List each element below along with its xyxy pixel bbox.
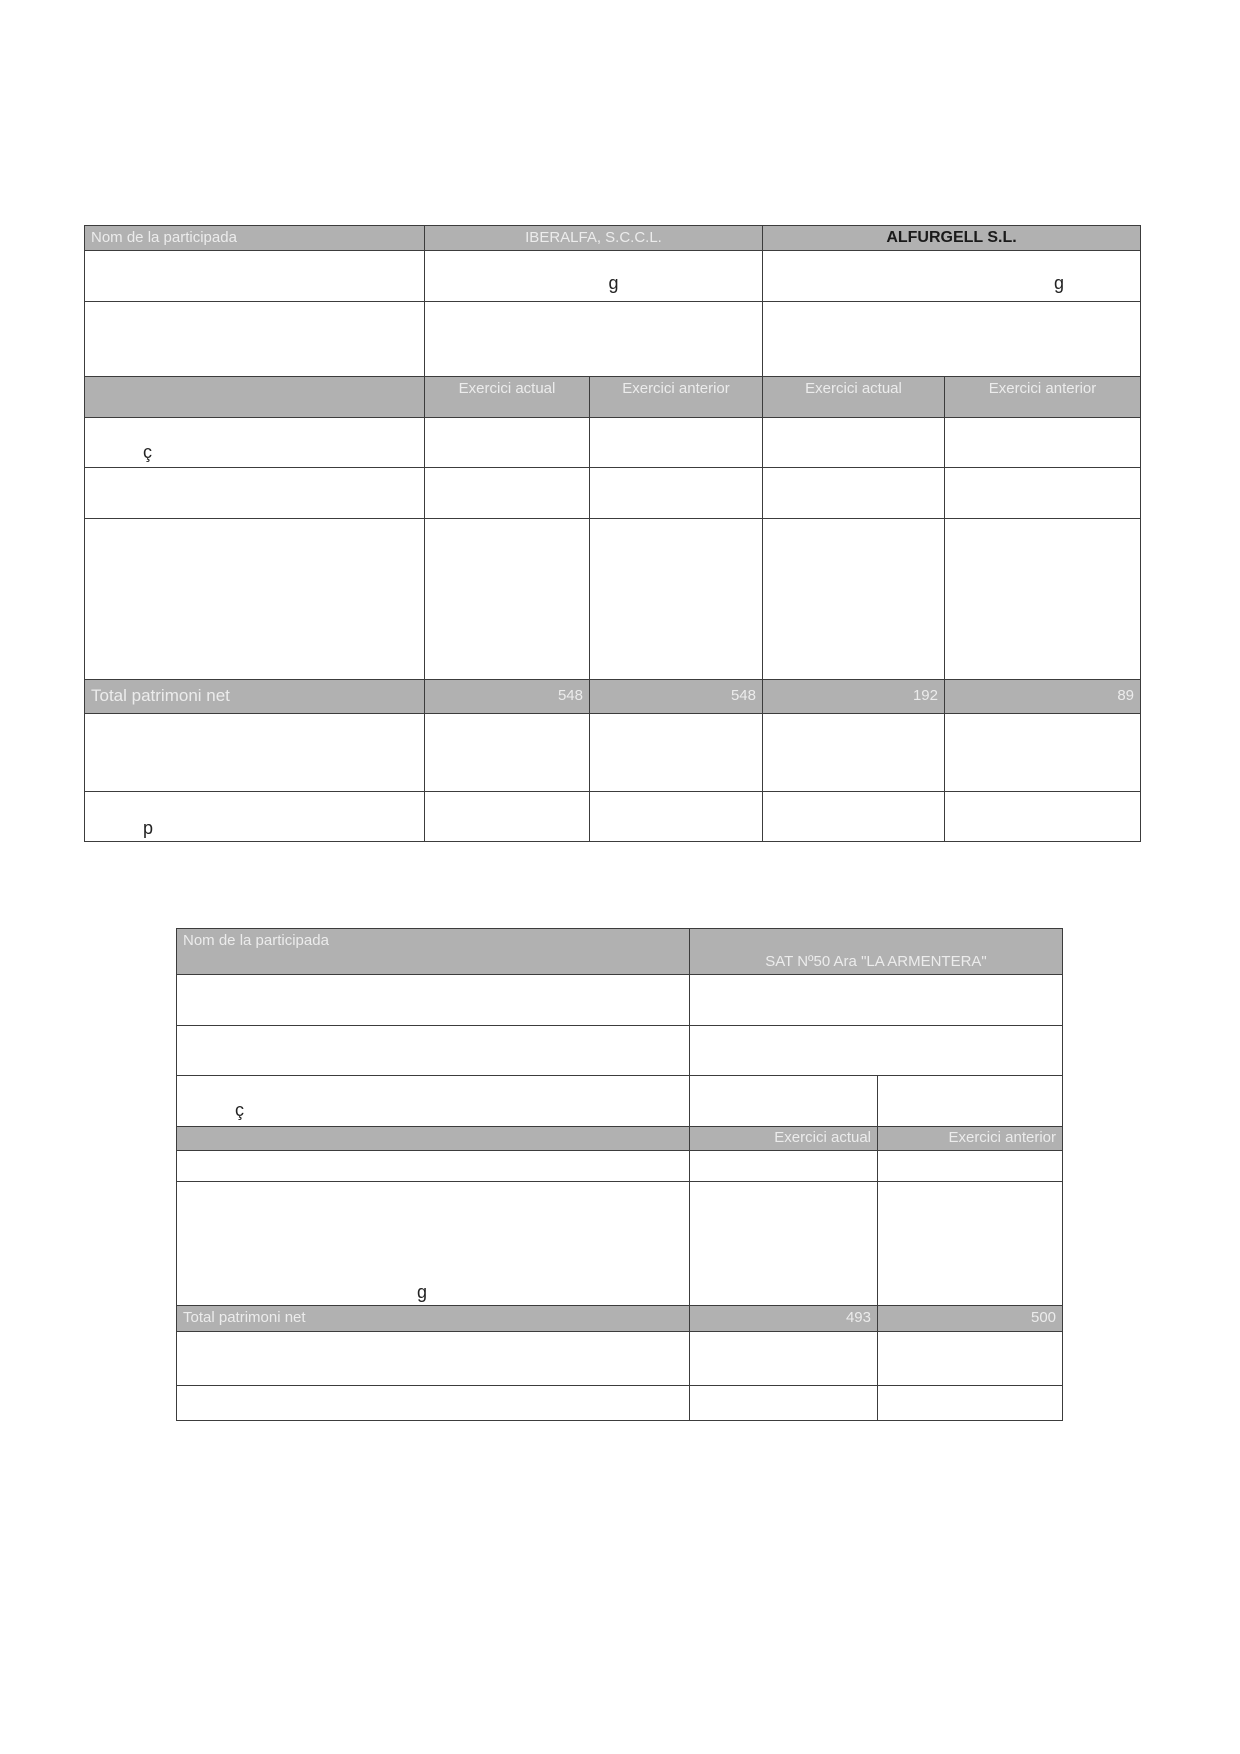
glyph-c-cedilla: ç <box>235 1100 244 1120</box>
col-current-year: Exercici actual <box>805 380 902 397</box>
col-previous-year: Exercici anterior <box>988 380 1097 397</box>
table2-row-9 <box>177 1386 1063 1421</box>
table1-row-2 <box>85 302 1141 377</box>
table1-company2-cell <box>763 226 1141 251</box>
table1-row-8 <box>85 714 1141 792</box>
participation-table-1 <box>84 225 1141 842</box>
col-previous-year: Exercici anterior <box>948 1129 1057 1146</box>
table2-row-2 <box>177 1026 1063 1076</box>
table1-header-row <box>85 226 1141 251</box>
total-value: 89 <box>1117 687 1134 704</box>
company-name-alfurgell: ALFURGELL S.L. <box>886 229 1017 246</box>
glyph-g: g <box>1053 273 1064 293</box>
table1-company1-cell <box>425 226 763 251</box>
total-patrimoni-label: Total patrimoni net <box>183 1309 306 1326</box>
table1-row-9 <box>85 792 1141 842</box>
participation-table-2 <box>176 928 1063 1421</box>
table1-total-row <box>85 680 1141 714</box>
table2-total-row <box>177 1306 1063 1332</box>
total-value: 548 <box>557 687 583 704</box>
table2-header-row <box>177 929 1063 975</box>
table1-row-5 <box>85 468 1141 519</box>
col-current-year: Exercici actual <box>774 1129 871 1146</box>
glyph-g: g <box>417 1282 428 1302</box>
table2-row-1 <box>177 975 1063 1026</box>
table1-subheader-row <box>85 377 1141 418</box>
table1-row-1 <box>85 251 1141 302</box>
company-name-armentera: SAT Nº50 Ara "LA ARMENTERA" <box>765 953 987 970</box>
table2-row-8 <box>177 1332 1063 1386</box>
participada-label: Nom de la participada <box>91 229 237 246</box>
table2-subheader-row <box>177 1127 1063 1151</box>
company-name-iberalfa: IBERALFA, S.C.C.L. <box>525 229 662 246</box>
col-current-year: Exercici actual <box>458 380 556 397</box>
col-previous-year: Exercici anterior <box>622 380 730 397</box>
total-value: 192 <box>912 687 938 704</box>
total-patrimoni-label: Total patrimoni net <box>91 686 230 705</box>
total-value: 493 <box>845 1309 871 1326</box>
participada-label: Nom de la participada <box>183 932 329 949</box>
total-value: 548 <box>730 687 756 704</box>
table2-row-6 <box>177 1182 1063 1306</box>
table2-company-cell <box>690 929 1063 975</box>
table1-row-6 <box>85 519 1141 680</box>
table1-row-4 <box>85 418 1141 468</box>
glyph-g: g <box>608 273 619 293</box>
glyph-p: p <box>143 818 154 838</box>
glyph-c-cedilla: ç <box>143 442 152 462</box>
table2-header-label <box>177 929 690 975</box>
table2-row-5 <box>177 1151 1063 1182</box>
total-value: 500 <box>1030 1309 1057 1326</box>
table2-row-3 <box>177 1076 1063 1127</box>
table1-header-label <box>85 226 425 251</box>
